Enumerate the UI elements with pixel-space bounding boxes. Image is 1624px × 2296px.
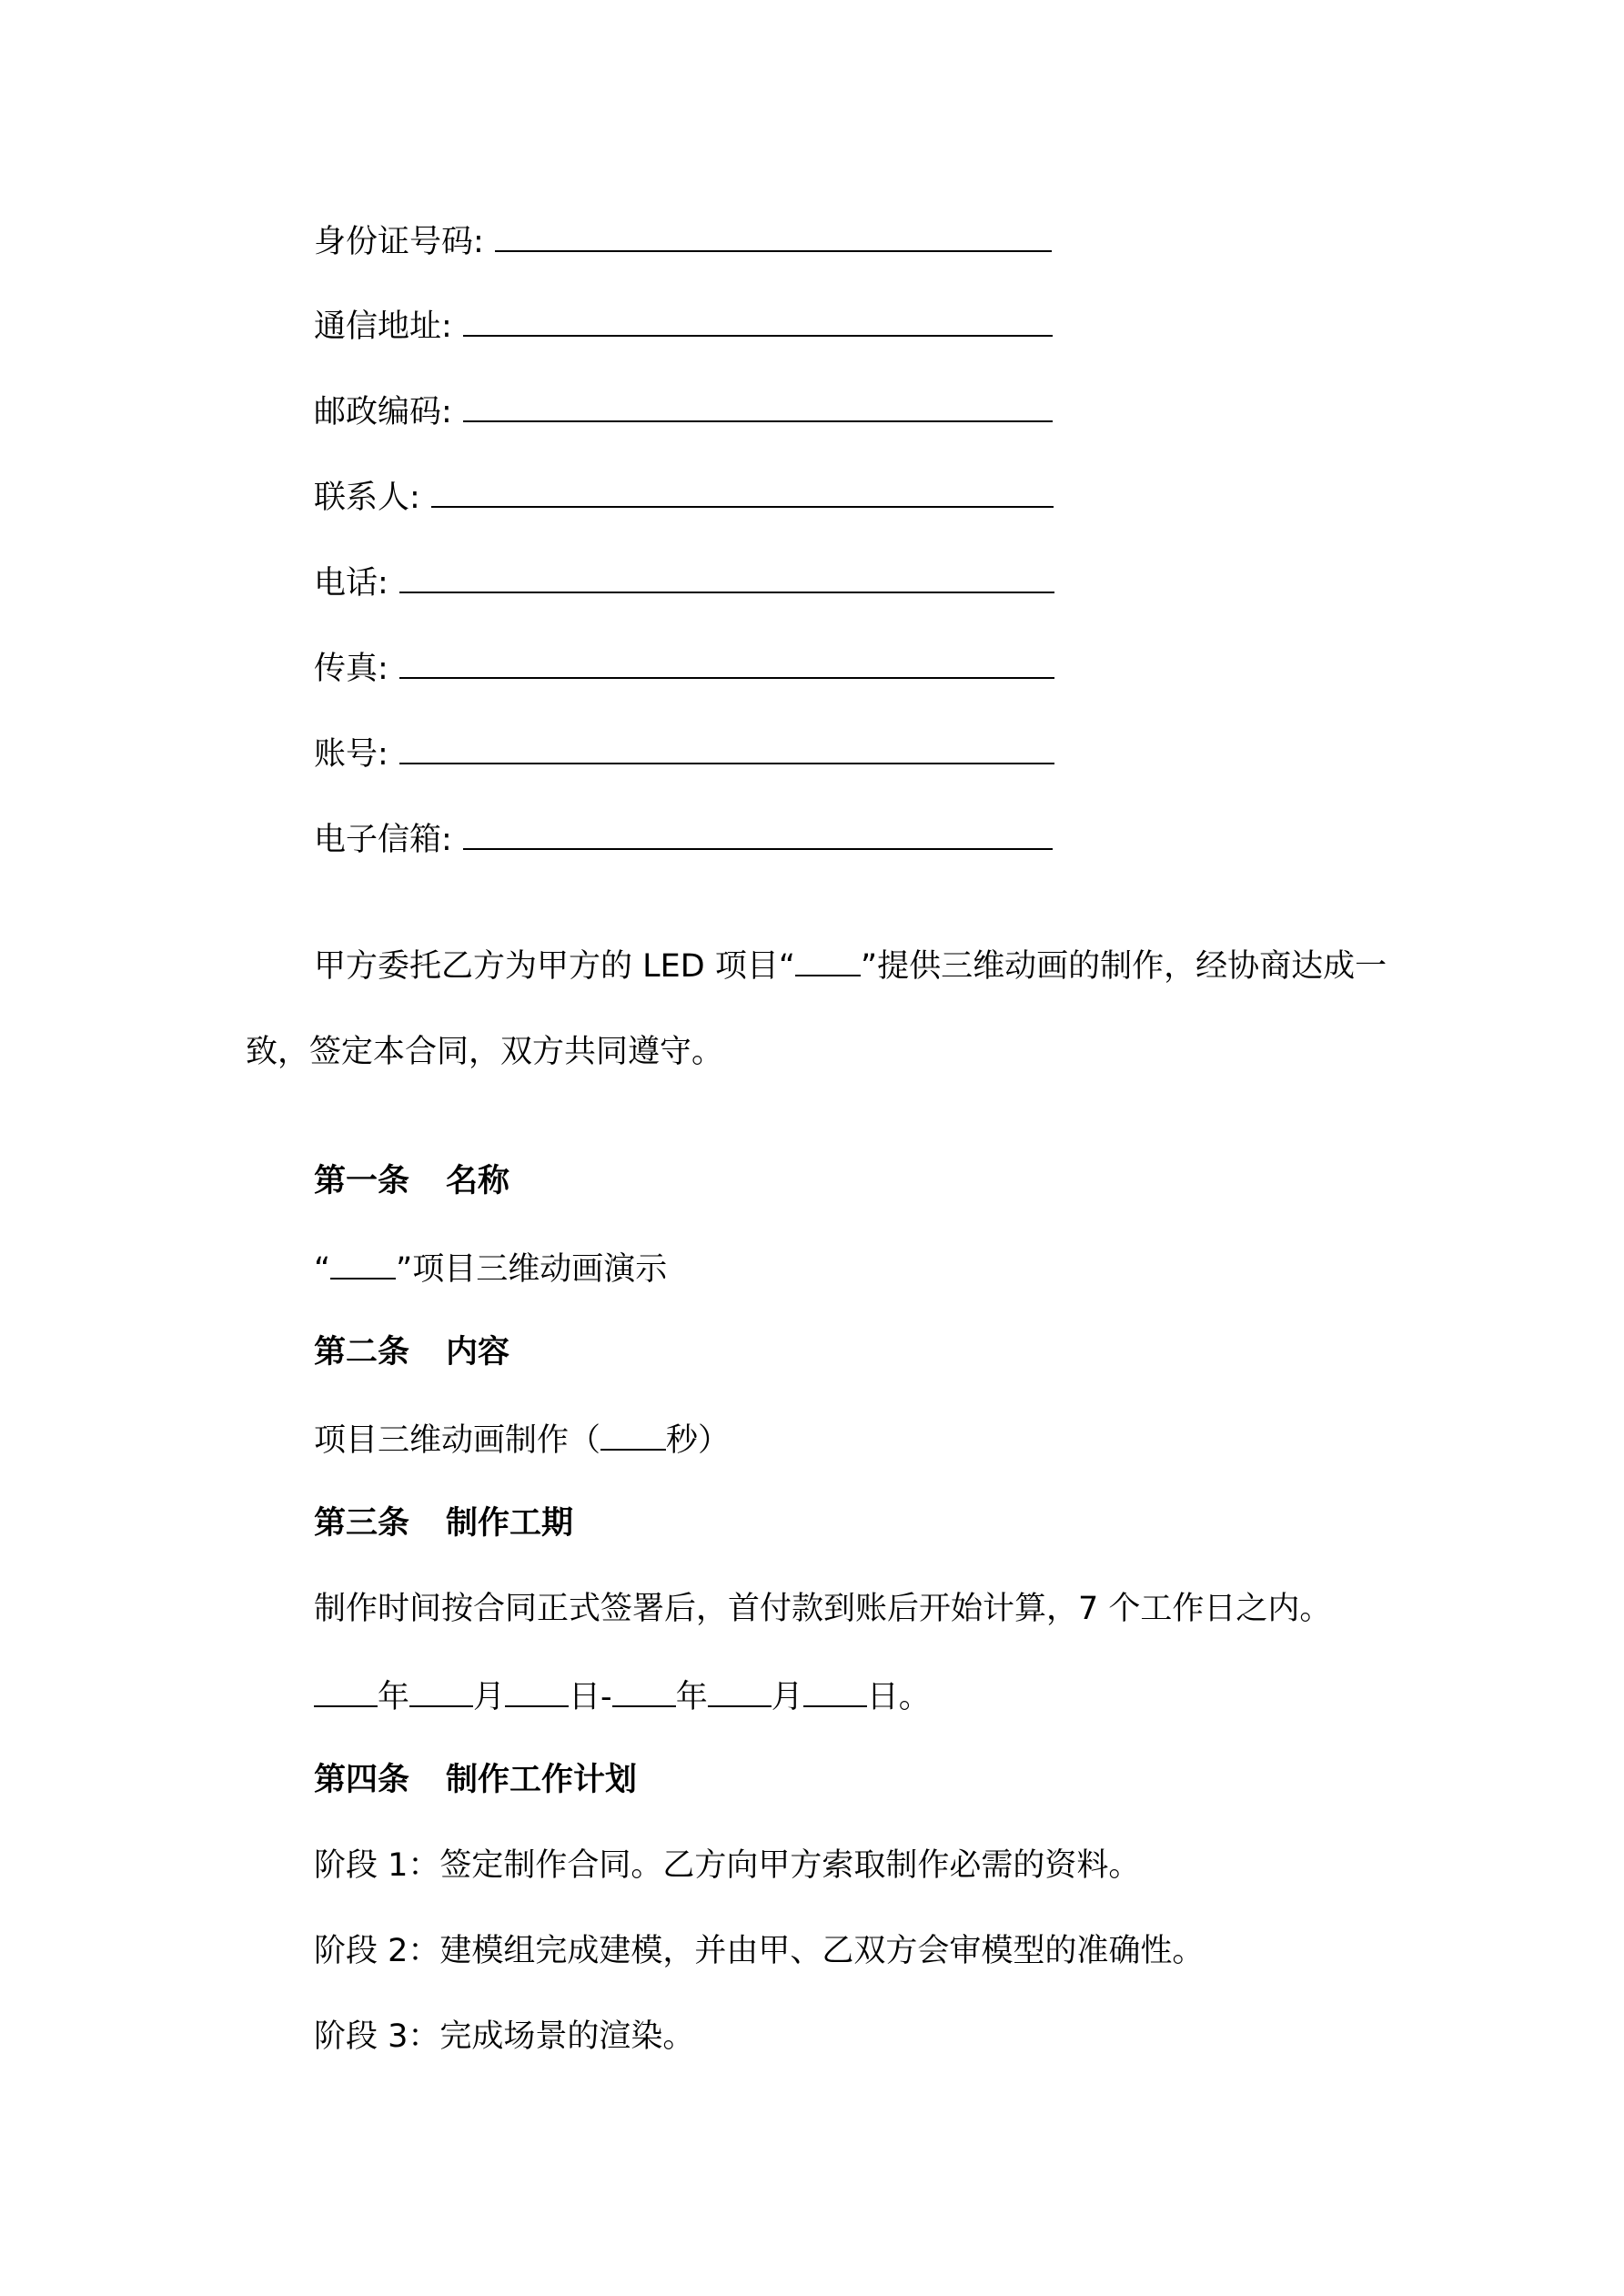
field-label: 电话:	[314, 565, 388, 602]
intro-text-after: ”提供三维动画的制作，经协商达成一致，签定本合同，双方共同遵守。	[246, 948, 1387, 1070]
start-day-blank[interactable]	[505, 1674, 569, 1707]
article-3-body	[314, 1589, 1331, 1629]
field-fax	[314, 646, 1054, 689]
article-1-heading	[314, 1161, 509, 1201]
intro-text-before: 甲方委托乙方为甲方的 LED 项目“	[314, 948, 795, 985]
article-title: 内容	[446, 1334, 510, 1371]
stage-text: 阶段 1：签定制作合同。乙方向甲方索取制作必需的资料。	[314, 1847, 1141, 1884]
article-title: 制作工作计划	[446, 1762, 638, 1798]
year-label: 年	[675, 1679, 708, 1715]
field-blank-line[interactable]	[463, 389, 1053, 422]
field-email	[314, 817, 1053, 860]
field-blank-line[interactable]	[399, 732, 1054, 764]
end-month-blank[interactable]	[708, 1674, 772, 1707]
field-label: 账号:	[314, 736, 388, 773]
stage-2	[314, 1931, 1204, 1971]
field-id-number	[314, 219, 1052, 262]
date-range	[314, 1674, 931, 1717]
article-title: 制作工期	[446, 1505, 574, 1542]
field-blank-line[interactable]	[495, 219, 1052, 252]
field-blank-line[interactable]	[399, 561, 1054, 593]
start-year-blank[interactable]	[314, 1674, 378, 1707]
article-2-text-after: 秒）	[666, 1422, 731, 1459]
end-year-blank[interactable]	[612, 1674, 676, 1707]
field-label: 传真:	[314, 651, 388, 687]
article-2-heading	[314, 1332, 509, 1372]
article-number: 第三条	[314, 1505, 410, 1542]
article-2-body	[314, 1418, 730, 1461]
stage-text: 阶段 2：建模组完成建模，并由甲、乙双方会审模型的准确性。	[314, 1933, 1205, 1969]
month-label: 月	[771, 1679, 803, 1715]
field-account	[314, 732, 1054, 774]
field-address	[314, 304, 1053, 347]
article-title: 名称	[446, 1163, 510, 1199]
date-separator: -	[600, 1679, 612, 1715]
field-blank-line[interactable]	[463, 817, 1053, 850]
article-1-text: ”项目三维动画演示	[396, 1251, 668, 1288]
field-blank-line[interactable]	[399, 646, 1054, 679]
stage-3	[314, 2017, 694, 2057]
field-phone	[314, 561, 1054, 603]
project-name-blank[interactable]	[795, 944, 861, 976]
quote-open: “	[314, 1251, 331, 1288]
article-3-text: 制作时间按合同正式签署后，首付款到账后开始计算，7 个工作日之内。	[314, 1591, 1332, 1627]
day-label: 日	[569, 1679, 601, 1715]
field-postcode	[314, 389, 1053, 432]
article-3-heading	[314, 1503, 573, 1543]
field-label: 电子信箱:	[314, 822, 452, 858]
stage-1	[314, 1846, 1140, 1886]
article-2-text-before: 项目三维动画制作（	[314, 1422, 601, 1459]
month-label: 月	[473, 1679, 506, 1715]
end-day-blank[interactable]	[803, 1674, 867, 1707]
intro-paragraph	[246, 924, 1387, 1095]
article-number: 第二条	[314, 1334, 410, 1371]
start-month-blank[interactable]	[409, 1674, 473, 1707]
article-1-body	[314, 1247, 667, 1290]
article-4-heading	[314, 1760, 637, 1800]
field-label: 身份证号码:	[314, 224, 484, 260]
year-label: 年	[378, 1679, 410, 1715]
field-label: 通信地址:	[314, 308, 452, 345]
field-blank-line[interactable]	[431, 475, 1054, 508]
article-number: 第四条	[314, 1762, 410, 1798]
article-number: 第一条	[314, 1163, 410, 1199]
day-end-label: 日。	[866, 1679, 931, 1715]
field-label: 联系人:	[314, 480, 420, 516]
field-contact-person	[314, 475, 1054, 518]
stage-text: 阶段 3：完成场景的渲染。	[314, 2018, 695, 2055]
field-blank-line[interactable]	[463, 304, 1053, 337]
seconds-blank[interactable]	[600, 1418, 666, 1451]
field-label: 邮政编码:	[314, 394, 452, 430]
project-name-blank[interactable]	[330, 1247, 396, 1279]
